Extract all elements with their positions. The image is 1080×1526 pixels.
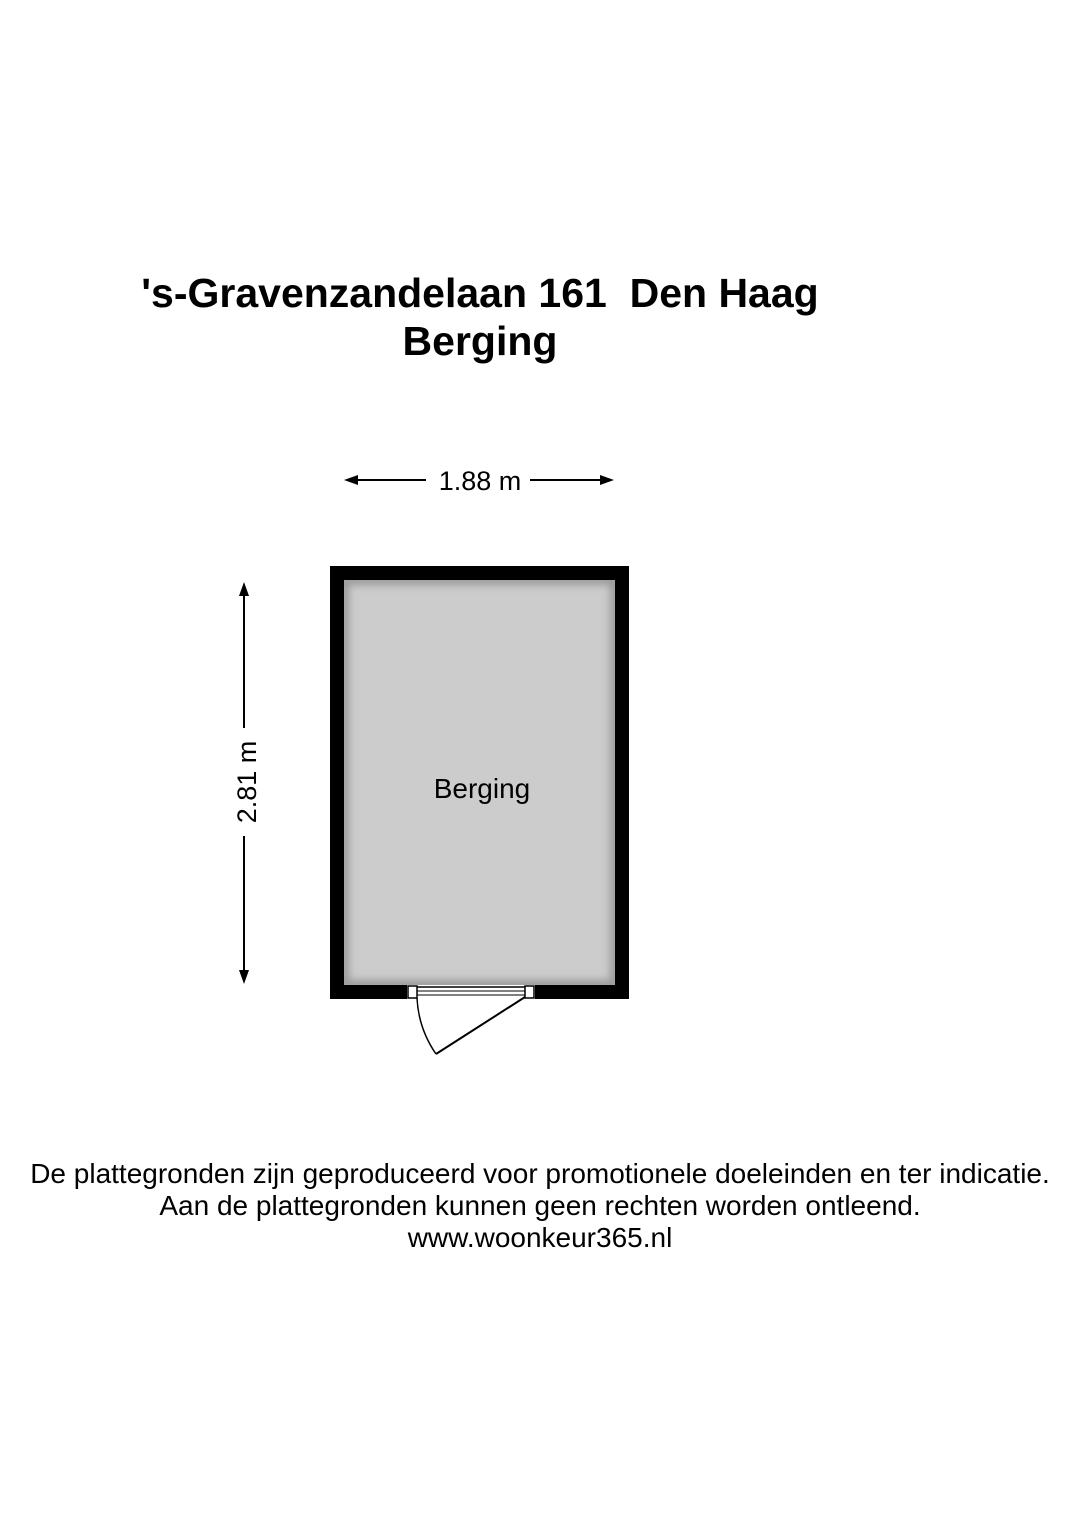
floor-title: Berging	[402, 318, 558, 364]
arrow-up-icon	[239, 582, 249, 596]
disclaimer-line: De plattegronden zijn geproduceerd voor promotionele doeleinden en ter indicatie.	[30, 1158, 1050, 1189]
room-label: Berging	[433, 773, 531, 804]
address-title: 's-Gravenzandelaan 161 Den Haag	[141, 270, 819, 316]
door-jamb	[408, 986, 417, 998]
disclaimer	[0, 1158, 1080, 1254]
door-leaf	[436, 997, 525, 1054]
height-label: 2.81 m	[232, 740, 262, 824]
height-dimension	[232, 582, 262, 984]
disclaimer-line: Aan de plattegronden kunnen geen rechten worden ontleend.	[159, 1190, 921, 1221]
arrow-left-icon	[344, 475, 358, 485]
website-link[interactable]: www.woonkeur365.nl	[407, 1222, 673, 1253]
door-jamb	[525, 986, 534, 998]
width-dimension	[344, 466, 614, 496]
arrow-down-icon	[239, 970, 249, 984]
door-swing-arc	[417, 998, 436, 1054]
door	[407, 985, 535, 1054]
width-label: 1.88 m	[438, 466, 522, 496]
arrow-right-icon	[600, 475, 614, 485]
